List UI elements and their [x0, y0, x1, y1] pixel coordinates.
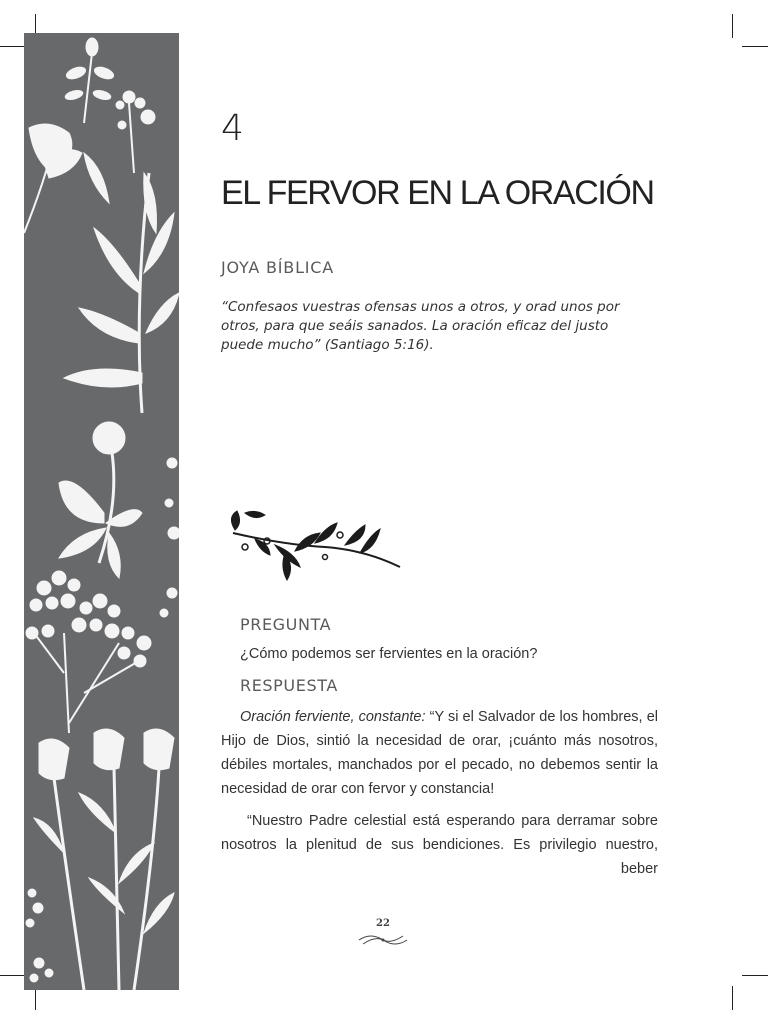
chapter-number: 4 [221, 108, 244, 149]
answer-paragraph-2: “Nuestro Padre celestial está esperando para derramar sobre nosotros la plenitud de sus bendiciones. Es privilegio nuestro, beber [221, 813, 658, 877]
bible-gem-heading: JOYA BÍBLICA [221, 258, 335, 277]
page-number: 22 [376, 918, 390, 929]
page-ornament [357, 930, 409, 954]
crop-mark [742, 975, 768, 976]
floral-pattern-illustration [24, 33, 179, 990]
answer-lead: Oración ferviente, constante: [240, 709, 426, 725]
leaf-branch-ornament [225, 505, 405, 589]
bible-verse: “Confesaos vuestras ofensas unos a otros, y orad unos por otros, para que seáis sanados. La oración eficaz del justo puede mucho” (Santiago 5:16). [221, 299, 620, 353]
crop-mark [732, 14, 733, 38]
flourish-icon [357, 930, 409, 950]
crop-mark [742, 46, 768, 47]
answer-heading: RESPUESTA [240, 676, 338, 695]
crop-mark [732, 986, 733, 1010]
question-text: ¿Cómo podemos ser fervientes en la oración? [240, 646, 538, 662]
leaf-branch-icon [225, 505, 405, 585]
answer-paragraph-text: “Y si el Salvador de los hombres, el Hijo de Dios, sintió la necesidad de orar, ¡cuánto más nosotros, débiles mortales, manchados por el pecado, no debemos sentir la necesidad de orar con fervor y constancia! [221, 709, 658, 797]
answer-paragraph [221, 705, 658, 801]
floral-sidebar [24, 33, 179, 990]
crop-mark [0, 975, 24, 976]
question-heading: PREGUNTA [240, 615, 332, 634]
chapter-title: EL FERVOR EN LA ORACIÓN [221, 174, 654, 212]
crop-mark [0, 46, 24, 47]
